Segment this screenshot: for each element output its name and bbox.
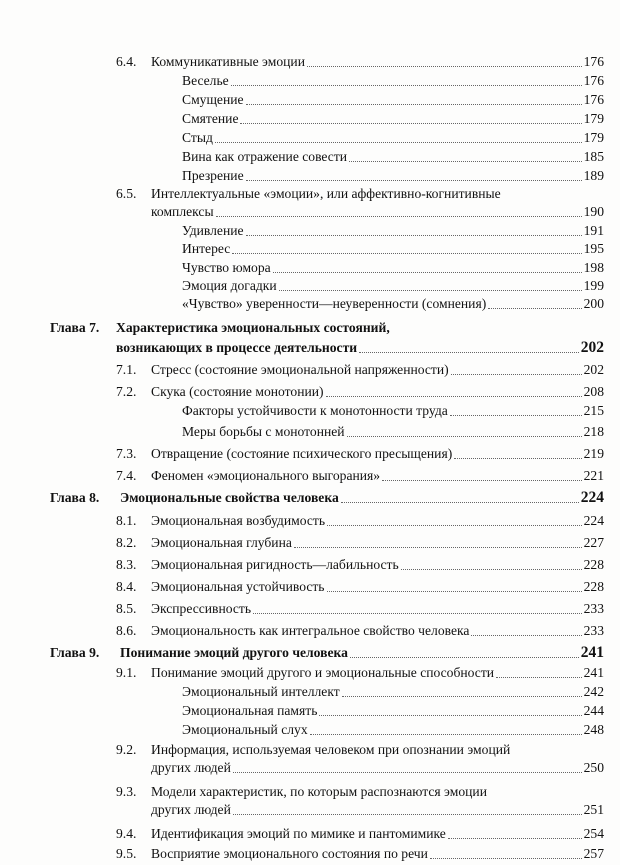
toc-number: 7.4. — [116, 468, 137, 483]
dot-leader — [451, 374, 582, 375]
toc-entry — [0, 295, 604, 313]
page-number: 202 — [580, 339, 604, 356]
toc-entry — [0, 664, 604, 682]
toc-entry — [0, 185, 604, 203]
dot-leader — [246, 235, 582, 236]
dot-leader — [233, 814, 582, 815]
dot-leader — [350, 657, 579, 658]
toc-entry — [0, 402, 604, 420]
page-number: 248 — [583, 722, 604, 737]
dot-leader — [231, 85, 582, 86]
toc-number: 7.3. — [116, 446, 137, 461]
toc-title: Вина как отражение совести — [182, 149, 348, 164]
toc-entry — [0, 534, 604, 552]
toc-entry — [0, 556, 604, 574]
toc-chapter-line — [0, 339, 604, 357]
page-number: 219 — [583, 446, 604, 461]
toc-number: 9.5. — [116, 846, 137, 861]
toc-title: Интерес — [182, 241, 231, 256]
dot-leader — [430, 858, 582, 859]
page-number: 233 — [583, 601, 604, 616]
page-number: 179 — [583, 130, 604, 145]
toc-entry — [0, 600, 604, 618]
toc-title: Коммуникативные эмоции — [151, 54, 305, 69]
toc-entry — [0, 783, 604, 801]
toc-title: Веселье — [182, 73, 229, 88]
toc-title: Эмоциональные свойства человека — [120, 490, 339, 505]
toc-entry — [0, 467, 604, 485]
page-number: 176 — [583, 73, 604, 88]
toc-entry — [0, 512, 604, 530]
page-number: 185 — [583, 149, 604, 164]
toc-entry — [0, 240, 604, 258]
toc-title: Понимание эмоций другого и эмоциональные способности — [151, 665, 495, 680]
toc-title: Феномен «эмоционального выгорания» — [151, 468, 381, 483]
toc-entry — [0, 383, 604, 401]
dot-leader — [496, 677, 582, 678]
toc-entry — [0, 259, 604, 277]
toc-number: 9.1. — [116, 665, 137, 680]
toc-entry — [0, 825, 604, 843]
toc-entry — [0, 222, 604, 240]
toc-entry — [0, 702, 604, 720]
toc-title: Отвращение (состояние психического пресыщения) — [151, 446, 453, 461]
toc-title: Интеллектуальные «эмоции», или аффективно-когнитивные — [151, 186, 501, 201]
dot-leader — [319, 715, 582, 716]
page-number: 208 — [583, 384, 604, 399]
toc-chapter-line — [0, 489, 604, 507]
dot-leader — [471, 635, 582, 636]
toc-entry — [0, 91, 604, 109]
toc-title: комплексы — [151, 204, 214, 219]
toc-entry — [0, 110, 604, 128]
toc-title: Эмоциональный интеллект — [182, 684, 340, 699]
toc-title: Удивление — [182, 223, 244, 238]
dot-leader — [294, 547, 582, 548]
page-number: 195 — [583, 241, 604, 256]
dot-leader — [347, 436, 582, 437]
toc-entry — [0, 277, 604, 295]
dot-leader — [359, 352, 579, 353]
toc-entry — [0, 622, 604, 640]
toc-number: Глава 8. — [50, 490, 100, 505]
page-number: 200 — [583, 296, 604, 311]
toc-title: Смущение — [182, 92, 244, 107]
toc-title: Эмоция догадки — [182, 278, 277, 293]
page-number: 189 — [583, 168, 604, 183]
toc-entry — [0, 578, 604, 596]
toc-title: Эмоциональная глубина — [151, 535, 292, 550]
toc-title: «Чувство» уверенности—неуверенности (сомнения) — [182, 296, 487, 311]
dot-leader — [327, 591, 582, 592]
toc-entry — [0, 423, 604, 441]
toc-number: 8.4. — [116, 579, 137, 594]
toc-number: 6.4. — [116, 54, 137, 69]
page-number: 257 — [583, 846, 604, 861]
toc-entry — [0, 72, 604, 90]
dot-leader — [342, 696, 582, 697]
page-number: 215 — [583, 403, 604, 418]
toc-title: возникающих в процессе деятельности — [116, 340, 358, 355]
dot-leader — [448, 838, 582, 839]
toc-title: других людей — [151, 802, 231, 817]
toc-title: Эмоциональная возбудимость — [151, 513, 326, 528]
toc-number: 9.2. — [116, 742, 137, 757]
toc-entry — [0, 845, 604, 863]
toc-entry — [0, 759, 604, 777]
toc-title: Меры борьбы с монотонней — [182, 424, 345, 439]
toc-title: других людей — [151, 760, 231, 775]
toc-number: Глава 7. — [50, 320, 100, 335]
page-number: 191 — [583, 223, 604, 238]
dot-leader — [233, 772, 582, 773]
toc-title: Факторы устойчивости к монотонности труда — [182, 403, 448, 418]
toc-title: Чувство юмора — [182, 260, 271, 275]
dot-leader — [382, 480, 582, 481]
toc-number: 8.2. — [116, 535, 137, 550]
page-number: 199 — [583, 278, 604, 293]
page-number: 190 — [583, 204, 604, 219]
toc-number: 8.6. — [116, 623, 137, 638]
toc-number: 6.5. — [116, 186, 137, 201]
toc-entry — [0, 445, 604, 463]
dot-leader — [246, 104, 582, 105]
page-number: 224 — [580, 489, 604, 506]
toc-number: 9.4. — [116, 826, 137, 841]
toc-title: Эмоциональность как интегральное свойство человека — [151, 623, 470, 638]
dot-leader — [488, 308, 582, 309]
page-number: 218 — [583, 424, 604, 439]
toc-title: Стресс (состояние эмоциональной напряженности) — [151, 362, 449, 377]
toc-number: 9.3. — [116, 784, 137, 799]
toc-entry — [0, 53, 604, 71]
dot-leader — [327, 525, 582, 526]
toc-title: Скука (состояние монотонии) — [151, 384, 324, 399]
toc-chapter-line — [0, 644, 604, 662]
toc-number: Глава 9. — [50, 645, 100, 660]
toc-title: Модели характеристик, по которым распознаются эмоции — [151, 784, 487, 799]
toc-number: 7.2. — [116, 384, 137, 399]
toc-entry — [0, 741, 604, 759]
toc-title: Эмоциональная память — [182, 703, 318, 718]
toc-entry — [0, 167, 604, 185]
toc-number: 7.1. — [116, 362, 137, 377]
dot-leader — [349, 161, 582, 162]
page-number: 202 — [583, 362, 604, 377]
toc-entry — [0, 203, 604, 221]
toc-entry — [0, 683, 604, 701]
page-number: 176 — [583, 92, 604, 107]
toc-number: 8.3. — [116, 557, 137, 572]
page-number: 227 — [583, 535, 604, 550]
page-number: 251 — [583, 802, 604, 817]
page-number: 244 — [583, 703, 604, 718]
page-number: 228 — [583, 579, 604, 594]
page-number: 176 — [583, 54, 604, 69]
toc-number: 8.5. — [116, 601, 137, 616]
dot-leader — [232, 253, 582, 254]
toc-title: Понимание эмоций другого человека — [120, 645, 348, 660]
toc-title: Идентификация эмоций по мимике и пантомимике — [151, 826, 446, 841]
dot-leader — [273, 272, 582, 273]
toc-entry — [0, 801, 604, 819]
toc-title: Экспрессивность — [151, 601, 252, 616]
page-number: 254 — [583, 826, 604, 841]
page-number: 241 — [580, 644, 604, 661]
dot-leader — [240, 123, 582, 124]
toc-title: Информация, используемая человеком при опознании эмоций — [151, 742, 511, 757]
toc-title: Эмоциональный слух — [182, 722, 308, 737]
dot-leader — [253, 613, 582, 614]
dot-leader — [246, 180, 582, 181]
toc-title: Стыд — [182, 130, 213, 145]
page-number: 198 — [583, 260, 604, 275]
dot-leader — [341, 502, 579, 503]
dot-leader — [216, 216, 582, 217]
dot-leader — [307, 66, 582, 67]
toc-entry — [0, 148, 604, 166]
dot-leader — [310, 734, 582, 735]
toc-entry — [0, 361, 604, 379]
page-number: 233 — [583, 623, 604, 638]
page-number: 241 — [583, 665, 604, 680]
toc-title: Характеристика эмоциональных состояний, — [116, 320, 390, 335]
page-number: 228 — [583, 557, 604, 572]
toc-title: Восприятие эмоционального состояния по речи — [151, 846, 428, 861]
page-number: 242 — [583, 684, 604, 699]
page-number: 250 — [583, 760, 604, 775]
dot-leader — [326, 396, 582, 397]
toc-chapter-line — [0, 319, 604, 337]
toc-number: 8.1. — [116, 513, 137, 528]
dot-leader — [401, 569, 582, 570]
dot-leader — [454, 458, 582, 459]
page-number: 224 — [583, 513, 604, 528]
toc-entry — [0, 129, 604, 147]
dot-leader — [279, 290, 582, 291]
page-number: 221 — [583, 468, 604, 483]
toc-entry — [0, 721, 604, 739]
dot-leader — [450, 415, 582, 416]
dot-leader — [215, 142, 582, 143]
toc-title: Эмоциональная устойчивость — [151, 579, 325, 594]
toc-title: Презрение — [182, 168, 244, 183]
toc-title: Эмоциональная ригидность—лабильность — [151, 557, 399, 572]
toc-title: Смятение — [182, 111, 239, 126]
page-number: 179 — [583, 111, 604, 126]
